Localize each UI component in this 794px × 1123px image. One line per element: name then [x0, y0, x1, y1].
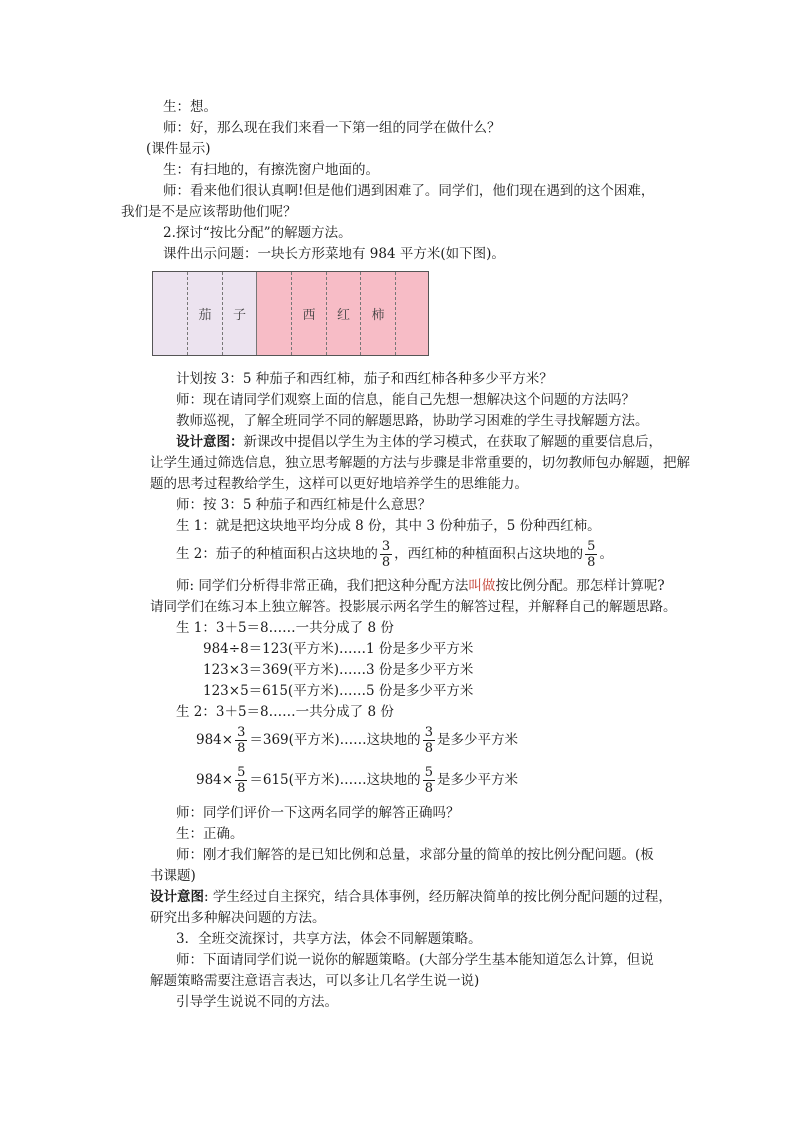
tomato-part-2	[292, 272, 327, 355]
line-24: 生 2：3＋5＝8……一共分成了 8 份	[176, 704, 394, 720]
line-28: 生：正确。	[176, 826, 244, 842]
line-18: 师: 同学们分析得非常正确，我们把这种分配方法叫做按比例分配。那怎样计算呢?	[176, 578, 665, 594]
line-35: 解题策略需要注意语言表达，可以多让几名学生说一说)	[150, 973, 480, 989]
line-7: 2.探讨“按比分配”的解题方法。	[163, 225, 352, 241]
line-32: 研究出多种解决问题的方法。	[150, 910, 326, 926]
line-4: 生：有扫地的，有擦洗窗户地面的。	[163, 162, 379, 178]
line-15: 师：按 3：5 种茄子和西红柿是什么意思？	[176, 497, 432, 513]
tomato-part-1	[257, 272, 292, 355]
tomato-label-3: 柿	[371, 308, 385, 323]
line-36: 引导学生说说不同的方法。	[176, 994, 338, 1010]
tomato-part-5	[396, 272, 428, 355]
line-11: 教师巡视，了解全班同学不同的解题思路，协助学习困难的学生寻找解题方法。	[176, 413, 649, 429]
line-17-part-a: 生 2：茄子的种植面积占这块地的	[176, 546, 378, 562]
line-8: 课件出示问题：一块长方形菜地有 984 平方米(如下图)。	[163, 246, 505, 262]
line-31: 设计意图: 学生经过自主探究，结合具体事例，经历解决简单的按比例分配问题的过程，	[150, 889, 672, 905]
vegetable-field-diagram	[152, 271, 429, 356]
design-intent-text: 新课改中提倡以学生为主体的学习模式，在获取了解题的重要信息后，	[243, 434, 662, 450]
fraction-five-eighths: $\frac{5}{8}$	[587, 539, 596, 570]
fraction-five-eighths-2: $\frac{5}{8}$	[237, 765, 246, 796]
line-17	[176, 536, 613, 572]
design-intent-label: 设计意图：	[176, 434, 244, 450]
design-intent-label-2: 设计意图	[150, 889, 204, 905]
line-2: 师：好，那么现在我们来看一下第一组的同学在做什么？	[163, 120, 501, 136]
line-5: 师：看来他们很认真啊!但是他们遇到困难了。同学们，他们现在遇到的这个困难，	[163, 183, 655, 199]
eggplant-label-2: 子	[232, 308, 246, 323]
tomato-label-1: 西	[302, 308, 316, 323]
line-10: 师：现在请同学们观察上面的信息，能自己先想一想解决这个问题的方法吗？	[176, 392, 635, 408]
line-1: 生：想。	[163, 99, 217, 115]
eggplant-label-1: 茄	[198, 308, 212, 323]
fraction-three-eighths: $\frac{3}{8}$	[381, 539, 391, 570]
line-22: 123×3＝369(平方米)……3 份是多少平方米	[203, 662, 474, 678]
line-17-part-b: ，西红柿的种植面积占这块地的	[394, 546, 584, 562]
line-27: 师：同学们评价一下这两名同学的解答正确吗？	[176, 805, 460, 821]
eggplant-part-1	[153, 272, 188, 355]
line-17-part-c: 。	[599, 546, 613, 562]
tomato-part-4	[361, 272, 396, 355]
line-16: 生 1：就是把这块地平均分成 8 份，其中 3 份种茄子，5 份种西红柿。	[176, 518, 601, 534]
line-30: 书课题)	[150, 868, 196, 884]
line-25: 984× $\frac{3}{8}$ ＝369(平方米)……这块地的 $\frac{3}{8}$ 是多少平方米	[196, 725, 518, 756]
line-3: (课件显示)	[146, 141, 211, 157]
eggplant-part-3	[223, 272, 257, 355]
line-14: 题的思考过程教给学生，这样可以更好地培养学生的思维能力。	[150, 476, 528, 492]
line-21: 984÷8＝123(平方米)……1 份是多少平方米	[203, 641, 474, 657]
line-20: 生 1：3＋5＝8……一共分成了 8 份	[176, 620, 394, 636]
tomato-part-3	[327, 272, 361, 355]
line-12	[176, 432, 662, 452]
line-29: 师：刚才我们解答的是已知比例和总量，求部分量的简单的按比例分配问题。(板	[176, 847, 654, 863]
line-33: 3．全班交流探讨，共享方法，体会不同解题策略。	[176, 931, 482, 947]
line-6: 我们是不是应该帮助他们呢？	[121, 204, 297, 220]
fraction-three-eighths-2: $\frac{3}{8}$	[237, 725, 246, 756]
fraction-five-eighths-3: $\frac{5}{8}$	[424, 765, 433, 796]
line-19: 请同学们在练习本上独立解答。投影展示两名学生的解答过程，并解释自己的解题思路。	[150, 599, 677, 615]
line-26: 984× $\frac{5}{8}$ ＝615(平方米)……这块地的 $\frac{5}{8}$ 是多少平方米	[196, 765, 518, 796]
line-23: 123×5＝615(平方米)……5 份是多少平方米	[203, 683, 474, 699]
fraction-three-eighths-3: $\frac{3}{8}$	[424, 725, 433, 756]
eggplant-part-2	[188, 272, 223, 355]
highlighted-word: 叫做	[468, 578, 496, 594]
tomato-label-2: 红	[336, 308, 350, 323]
line-9: 计划按 3：5 种茄子和西红柿，茄子和西红柿各种多少平方米？	[176, 371, 553, 387]
line-13: 让学生通过筛选信息，独立思考解题的方法与步骤是非常重要的，切勿教师包办解题，把解	[150, 455, 690, 471]
line-34: 师：下面请同学们说一说你的解题策略。(大部分学生基本能知道怎么计算，但说	[176, 952, 654, 968]
